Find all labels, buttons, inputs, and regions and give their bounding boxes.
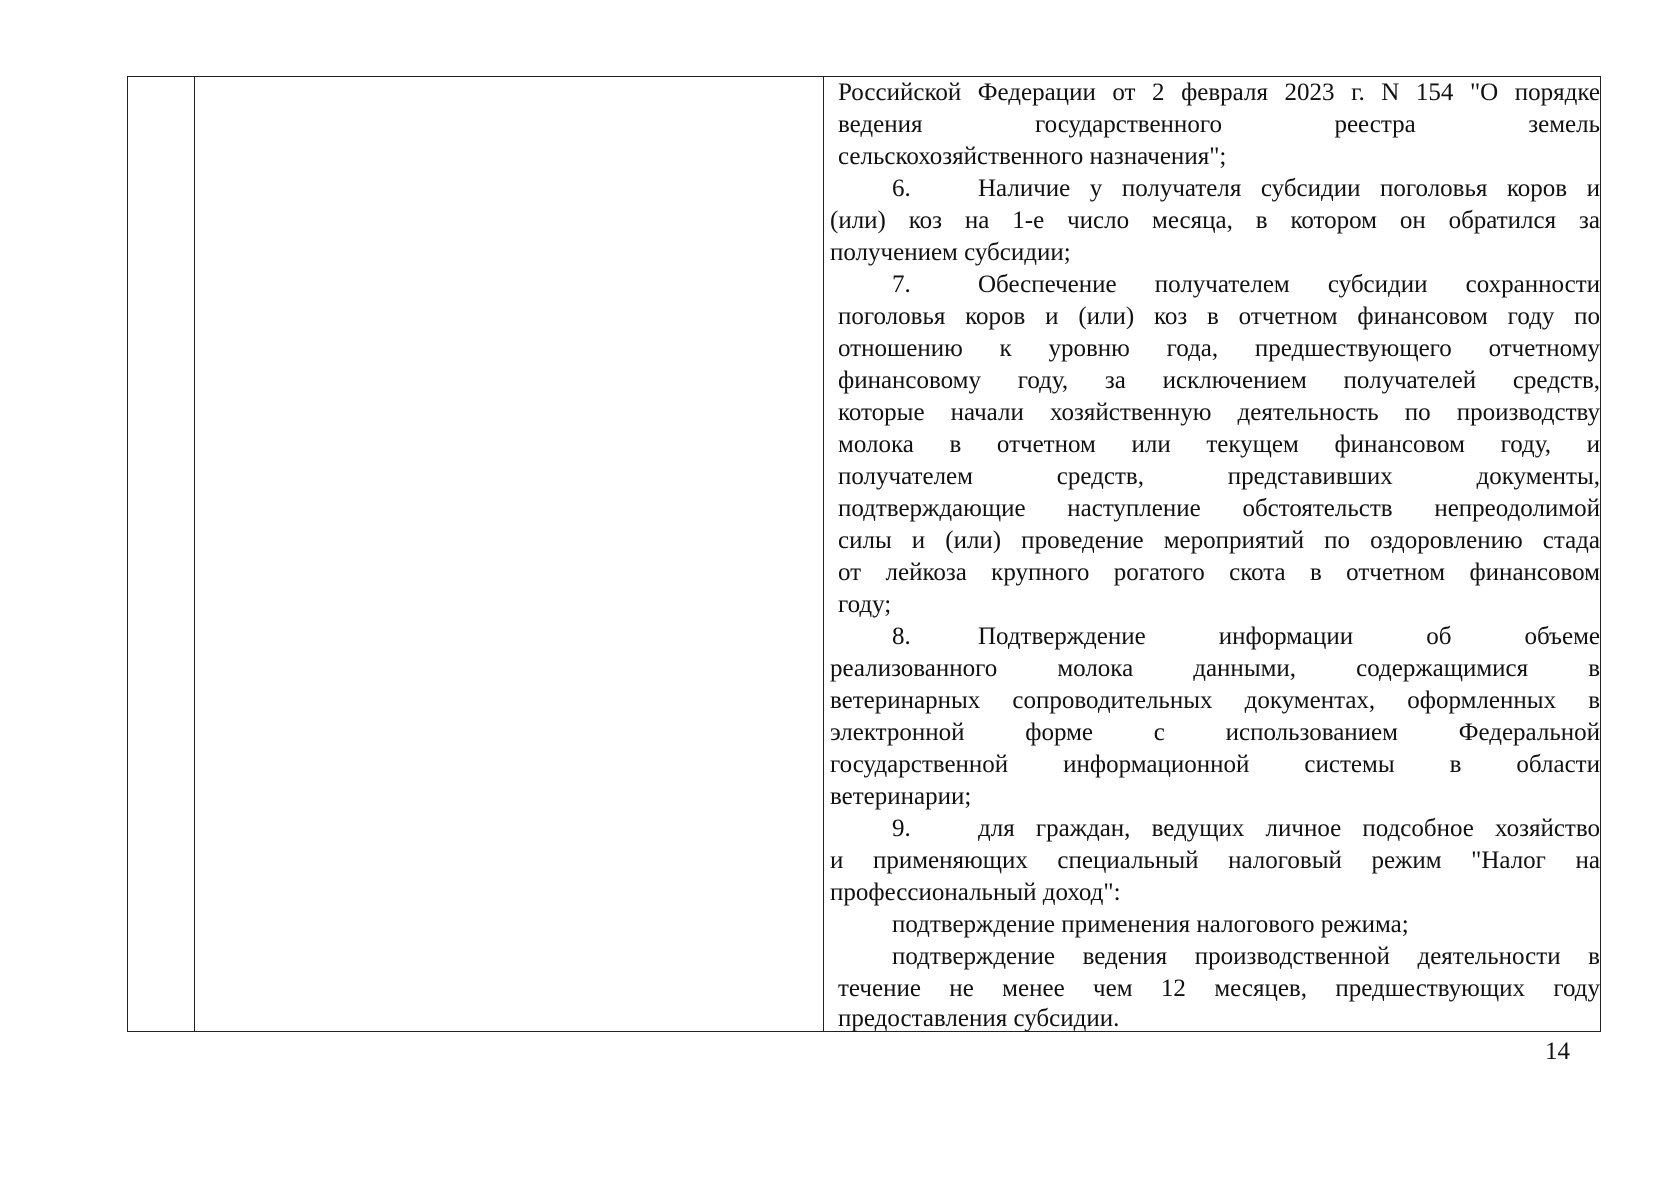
text-line: электронной форме с использованием Федеральной [830,719,1600,746]
text-line: году; [838,591,892,618]
text-line: Наличие у получателя субсидии поголовья коров и [978,175,1600,202]
item-number: 8. [892,623,911,650]
list-item-9 [830,813,1600,845]
text-line: подтверждающие наступление обстоятельств непреодолимой [838,495,1600,522]
text-line: реализованного молока данными, содержащимися в [830,655,1600,682]
text-line: ветеринарии; [830,783,972,810]
text-line: ветеринарных сопроводительных документах, оформленных в [830,687,1600,714]
text-line: силы и (или) проведение мероприятий по оздоровлению стада [838,527,1600,554]
text-line: (или) коз на 1-е число месяца, в котором он обратился за [830,207,1600,234]
table-cell-text [830,77,1600,1031]
text-line: для граждан, ведущих личное подсобное хозяйство [978,815,1600,842]
list-item-8 [830,621,1600,653]
text-line: ведения государственного реестра земель [838,111,1600,138]
text-line: течение не менее чем 12 месяцев, предшествующих году [838,975,1600,1002]
text-line: Российской Федерации от 2 февраля 2023 г. N 154 "О порядке [838,79,1600,106]
text-line: Подтверждение информации об объеме [978,623,1600,650]
text-line: подтверждение применения налогового режима; [892,911,1409,938]
text-line: финансовому году, за исключением получателей средств, [838,367,1600,394]
text-line: Обеспечение получателем субсидии сохранности [978,271,1600,298]
text-line: молока в отчетном или текущем финансовом году, и [838,431,1600,458]
document-table [127,76,1601,1032]
text-line: которые начали хозяйственную деятельность по производству [838,399,1600,426]
item-number: 6. [892,175,911,202]
text-line: получением субсидии; [830,239,1071,266]
item-number: 7. [892,271,911,298]
text-line: предоставления субсидии. [838,1005,1120,1032]
list-item-6 [830,173,1600,205]
list-item-7 [830,269,1600,301]
text-line: поголовья коров и (или) коз в отчетном финансовом году по [838,303,1600,330]
table-column-divider-1 [194,77,195,1031]
page-number: 14 [1545,1038,1570,1065]
text-line: подтверждение ведения производственной деятельности в [892,943,1600,970]
text-line: государственной информационной системы в области [830,751,1600,778]
text-line: от лейкоза крупного рогатого скота в отчетном финансовом [838,559,1600,586]
text-line: профессиональный доход": [830,879,1121,906]
text-line: и применяющих специальный налоговый режим "Налог на [830,847,1600,874]
item-number: 9. [892,815,911,842]
table-column-divider-2 [823,77,824,1031]
text-line: получателем средств, представивших документы, [838,463,1600,490]
text-line: сельскохозяйственного назначения"; [838,143,1227,170]
text-line: отношению к уровню года, предшествующего отчетному [838,335,1600,362]
